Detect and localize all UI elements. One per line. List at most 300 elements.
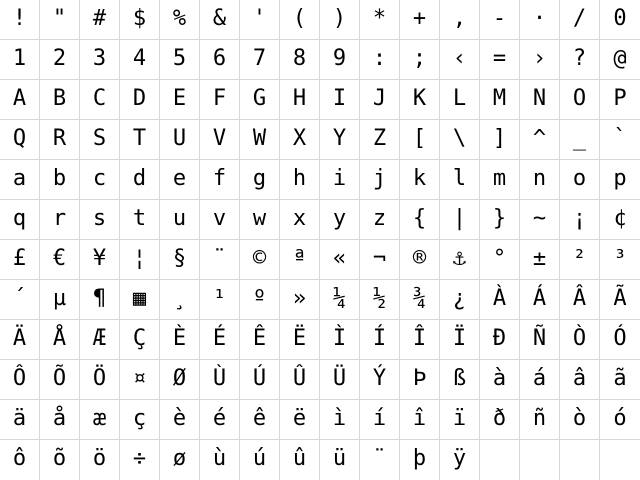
glyph-cell[interactable] — [520, 320, 560, 360]
glyph-cell[interactable] — [160, 0, 200, 40]
glyph-cell[interactable] — [200, 360, 240, 400]
glyph: ; — [412, 45, 427, 71]
glyph-cell[interactable] — [40, 0, 80, 40]
glyph-cell[interactable] — [40, 320, 80, 360]
glyph-cell[interactable] — [160, 280, 200, 320]
glyph: M — [492, 85, 507, 111]
glyph-cell[interactable] — [120, 360, 160, 400]
glyph-cell[interactable] — [400, 400, 440, 440]
glyph: u — [172, 205, 187, 231]
glyph-cell[interactable] — [40, 360, 80, 400]
glyph-cell[interactable] — [280, 240, 320, 280]
glyph: Ü — [332, 365, 347, 391]
glyph-cell[interactable] — [360, 240, 400, 280]
glyph-cell[interactable] — [560, 0, 600, 40]
glyph: h — [292, 165, 307, 191]
glyph-cell[interactable] — [440, 440, 480, 480]
glyph-cell[interactable] — [240, 440, 280, 480]
glyph: Ñ — [532, 325, 547, 351]
glyph-cell[interactable] — [400, 320, 440, 360]
glyph-cell[interactable] — [280, 200, 320, 240]
glyph-cell[interactable] — [480, 160, 520, 200]
glyph: Ô — [12, 365, 27, 391]
glyph: á — [532, 365, 547, 391]
glyph-cell[interactable] — [240, 320, 280, 360]
glyph-cell[interactable] — [360, 400, 400, 440]
glyph-cell[interactable] — [160, 160, 200, 200]
glyph-cell[interactable] — [120, 0, 160, 40]
glyph-cell[interactable] — [400, 0, 440, 40]
glyph-cell[interactable] — [480, 40, 520, 80]
glyph: â — [572, 365, 587, 391]
glyph-cell[interactable] — [320, 0, 360, 40]
glyph: E — [172, 85, 187, 111]
glyph: ¢ — [613, 205, 627, 231]
glyph-cell[interactable] — [280, 400, 320, 440]
glyph: # — [92, 5, 107, 31]
glyph: W — [252, 125, 267, 151]
glyph: $ — [132, 5, 147, 31]
glyph-cell[interactable] — [520, 160, 560, 200]
glyph: ± — [532, 245, 547, 271]
glyph: x — [292, 205, 307, 231]
glyph-cell[interactable] — [200, 320, 240, 360]
glyph-cell[interactable] — [480, 200, 520, 240]
glyph: K — [412, 85, 427, 111]
glyph: Q — [12, 125, 27, 151]
glyph-cell[interactable] — [440, 320, 480, 360]
glyph-cell[interactable] — [600, 120, 640, 160]
glyph-cell[interactable] — [560, 40, 600, 80]
glyph-cell[interactable] — [440, 280, 480, 320]
glyph: 6 — [212, 45, 227, 71]
glyph: ê — [252, 405, 267, 431]
glyph: z — [372, 205, 387, 231]
glyph-cell[interactable] — [440, 160, 480, 200]
glyph: ° — [492, 245, 507, 271]
glyph-cell[interactable] — [40, 40, 80, 80]
glyph-cell[interactable] — [120, 400, 160, 440]
glyph-cell[interactable] — [200, 440, 240, 480]
glyph: è — [172, 405, 187, 431]
glyph: - — [492, 5, 507, 31]
glyph-cell[interactable] — [200, 80, 240, 120]
glyph: p — [613, 165, 627, 191]
glyph-cell[interactable] — [240, 200, 280, 240]
glyph: º — [252, 285, 267, 311]
glyph-cell[interactable] — [520, 0, 560, 40]
glyph: k — [412, 165, 427, 191]
glyph: ü — [332, 446, 347, 471]
glyph-cell[interactable] — [320, 160, 360, 200]
glyph-cell[interactable] — [360, 0, 400, 40]
glyph: J — [372, 85, 387, 111]
glyph-cell[interactable] — [280, 280, 320, 320]
glyph-cell[interactable] — [120, 120, 160, 160]
glyph: X — [292, 125, 307, 151]
glyph: Ò — [572, 325, 587, 351]
glyph-cell[interactable] — [80, 360, 120, 400]
glyph-cell[interactable] — [120, 320, 160, 360]
glyph-cell[interactable] — [560, 200, 600, 240]
glyph-cell[interactable] — [560, 440, 600, 480]
glyph: å — [52, 405, 67, 431]
glyph: Î — [412, 325, 427, 351]
glyph: ô — [12, 446, 27, 471]
glyph: & — [212, 5, 227, 31]
glyph-cell[interactable] — [160, 440, 200, 480]
glyph-cell[interactable] — [360, 320, 400, 360]
glyph-cell[interactable] — [120, 440, 160, 480]
glyph-cell[interactable] — [600, 360, 640, 400]
glyph-cell[interactable] — [480, 0, 520, 40]
glyph-cell[interactable] — [320, 280, 360, 320]
glyph: e — [172, 165, 187, 191]
glyph: ½ — [372, 285, 387, 311]
glyph: ¿ — [452, 285, 467, 311]
glyph-cell[interactable] — [280, 320, 320, 360]
glyph-cell[interactable] — [80, 80, 120, 120]
glyph: m — [492, 165, 507, 191]
glyph-cell[interactable] — [200, 0, 240, 40]
glyph-cell[interactable] — [520, 200, 560, 240]
glyph-cell[interactable] — [520, 80, 560, 120]
glyph-cell[interactable] — [0, 440, 40, 480]
glyph-cell[interactable] — [80, 400, 120, 440]
glyph: " — [52, 5, 67, 31]
glyph-cell[interactable] — [0, 360, 40, 400]
glyph-cell[interactable] — [0, 280, 40, 320]
glyph-cell[interactable] — [360, 40, 400, 80]
glyph: ù — [212, 446, 227, 471]
glyph-cell[interactable] — [320, 440, 360, 480]
glyph-cell[interactable] — [560, 160, 600, 200]
glyph-cell[interactable] — [520, 280, 560, 320]
glyph-cell[interactable] — [40, 160, 80, 200]
glyph-cell[interactable] — [360, 80, 400, 120]
glyph-cell[interactable] — [400, 80, 440, 120]
glyph-cell[interactable] — [200, 400, 240, 440]
glyph-cell[interactable] — [80, 120, 120, 160]
glyph: õ — [52, 446, 67, 471]
glyph-cell[interactable] — [40, 120, 80, 160]
glyph-cell[interactable] — [200, 160, 240, 200]
glyph-cell[interactable] — [560, 360, 600, 400]
glyph: ï — [452, 405, 467, 431]
glyph-cell[interactable] — [0, 80, 40, 120]
glyph: ÿ — [452, 446, 467, 471]
glyph-cell[interactable] — [480, 400, 520, 440]
glyph-cell[interactable] — [280, 440, 320, 480]
glyph-cell[interactable] — [240, 240, 280, 280]
glyph-cell[interactable] — [160, 400, 200, 440]
glyph: 7 — [252, 45, 267, 71]
glyph-cell[interactable] — [600, 280, 640, 320]
glyph: ‹ — [452, 45, 467, 71]
glyph: ¼ — [332, 285, 347, 311]
glyph-cell[interactable] — [160, 200, 200, 240]
glyph-cell[interactable] — [480, 240, 520, 280]
glyph-cell[interactable] — [400, 240, 440, 280]
glyph-cell[interactable] — [200, 200, 240, 240]
glyph: ñ — [532, 405, 547, 431]
glyph: È — [172, 325, 187, 351]
glyph: î — [412, 405, 427, 431]
glyph-cell[interactable] — [80, 0, 120, 40]
glyph: µ — [52, 285, 67, 311]
glyph-cell[interactable] — [440, 120, 480, 160]
glyph: [ — [412, 125, 427, 151]
glyph-cell[interactable] — [280, 80, 320, 120]
glyph-cell[interactable] — [80, 40, 120, 80]
glyph-cell[interactable] — [600, 40, 640, 80]
glyph-cell[interactable] — [440, 360, 480, 400]
glyph: ¶ — [92, 285, 107, 311]
glyph-cell[interactable] — [400, 160, 440, 200]
glyph: ) — [332, 5, 347, 31]
glyph-cell[interactable] — [40, 440, 80, 480]
glyph-cell[interactable] — [400, 440, 440, 480]
glyph-cell[interactable] — [400, 40, 440, 80]
glyph-cell[interactable] — [360, 280, 400, 320]
glyph-cell[interactable] — [160, 120, 200, 160]
glyph-cell[interactable] — [320, 120, 360, 160]
glyph: Â — [572, 285, 587, 311]
glyph-cell[interactable] — [560, 280, 600, 320]
glyph-cell[interactable] — [360, 200, 400, 240]
glyph: d — [132, 165, 147, 191]
glyph: 2 — [52, 45, 67, 71]
glyph-cell[interactable] — [320, 360, 360, 400]
glyph: ß — [452, 365, 467, 391]
glyph: ó — [613, 405, 627, 431]
glyph: R — [52, 125, 67, 151]
glyph-cell[interactable] — [0, 120, 40, 160]
glyph-cell[interactable] — [240, 360, 280, 400]
glyph-cell[interactable] — [360, 120, 400, 160]
glyph: S — [92, 125, 107, 151]
glyph: ë — [292, 405, 307, 431]
glyph-cell[interactable] — [320, 400, 360, 440]
glyph-cell[interactable] — [600, 440, 640, 480]
glyph-cell[interactable] — [440, 200, 480, 240]
glyph: é — [212, 405, 227, 431]
glyph: « — [332, 245, 347, 271]
glyph: ^ — [532, 125, 547, 151]
glyph: * — [372, 5, 387, 31]
glyph-cell[interactable] — [520, 360, 560, 400]
glyph-cell[interactable] — [600, 320, 640, 360]
glyph: 0 — [613, 5, 627, 31]
glyph-cell[interactable] — [80, 240, 120, 280]
glyph-cell[interactable] — [520, 40, 560, 80]
glyph: ¨ — [372, 446, 387, 471]
glyph: 8 — [292, 45, 307, 71]
glyph-cell[interactable] — [480, 80, 520, 120]
glyph: C — [92, 85, 107, 111]
glyph: · — [532, 5, 547, 31]
glyph-cell[interactable] — [0, 400, 40, 440]
glyph-cell[interactable] — [120, 280, 160, 320]
glyph: O — [572, 85, 587, 111]
glyph-cell[interactable] — [40, 80, 80, 120]
glyph-cell[interactable] — [600, 80, 640, 120]
glyph: ö — [92, 446, 107, 471]
glyph-cell[interactable] — [600, 200, 640, 240]
glyph-cell[interactable] — [120, 240, 160, 280]
glyph-cell[interactable] — [280, 360, 320, 400]
glyph-cell[interactable] — [600, 240, 640, 280]
glyph: y — [332, 205, 347, 231]
glyph-cell[interactable] — [280, 120, 320, 160]
glyph-cell[interactable] — [120, 200, 160, 240]
glyph-cell[interactable] — [600, 0, 640, 40]
glyph: w — [252, 205, 267, 231]
glyph-cell[interactable] — [160, 240, 200, 280]
glyph: , — [452, 5, 467, 31]
glyph-cell[interactable] — [0, 320, 40, 360]
glyph-cell[interactable] — [480, 120, 520, 160]
glyph-cell[interactable] — [40, 200, 80, 240]
glyph-cell[interactable] — [200, 40, 240, 80]
glyph: ä — [12, 405, 27, 431]
glyph: Ù — [212, 365, 227, 391]
glyph-cell[interactable] — [600, 160, 640, 200]
glyph: + — [412, 5, 427, 31]
glyph: ² — [572, 245, 587, 271]
glyph-cell[interactable] — [440, 400, 480, 440]
glyph-cell[interactable] — [400, 200, 440, 240]
glyph: j — [372, 165, 387, 191]
glyph-cell[interactable] — [0, 0, 40, 40]
glyph: V — [212, 125, 227, 151]
glyph: ¥ — [92, 245, 107, 271]
glyph-cell[interactable] — [320, 40, 360, 80]
glyph: v — [212, 205, 227, 231]
glyph: Ø — [172, 365, 187, 391]
glyph: Ú — [252, 365, 267, 391]
glyph-cell[interactable] — [320, 200, 360, 240]
glyph-cell[interactable] — [240, 0, 280, 40]
glyph-cell[interactable] — [280, 40, 320, 80]
glyph: i — [332, 165, 347, 191]
glyph-cell[interactable] — [80, 160, 120, 200]
glyph-cell[interactable] — [400, 360, 440, 400]
glyph-cell[interactable] — [440, 80, 480, 120]
glyph-cell[interactable] — [40, 280, 80, 320]
glyph-cell[interactable] — [120, 160, 160, 200]
glyph-cell[interactable] — [280, 160, 320, 200]
glyph: H — [292, 85, 307, 111]
glyph-cell[interactable] — [240, 160, 280, 200]
glyph-cell[interactable] — [280, 0, 320, 40]
glyph-cell[interactable] — [240, 280, 280, 320]
glyph-cell[interactable] — [520, 240, 560, 280]
glyph: ø — [172, 446, 187, 471]
glyph-cell[interactable] — [440, 40, 480, 80]
glyph: Y — [332, 125, 347, 151]
glyph: Å — [52, 325, 67, 351]
glyph: 5 — [172, 45, 187, 71]
glyph: / — [572, 5, 587, 31]
glyph: t — [132, 205, 147, 231]
glyph-cell[interactable] — [120, 40, 160, 80]
glyph-cell[interactable] — [560, 120, 600, 160]
glyph-cell[interactable] — [360, 360, 400, 400]
glyph: þ — [412, 446, 427, 471]
glyph: 1 — [12, 45, 27, 71]
glyph-cell[interactable] — [0, 160, 40, 200]
glyph-cell[interactable] — [0, 240, 40, 280]
glyph-cell[interactable] — [120, 80, 160, 120]
glyph-cell[interactable] — [360, 440, 400, 480]
glyph-cell[interactable] — [160, 80, 200, 120]
glyph-cell[interactable] — [480, 320, 520, 360]
glyph-cell[interactable] — [480, 280, 520, 320]
glyph-cell[interactable] — [200, 120, 240, 160]
glyph: © — [252, 245, 267, 271]
glyph-cell[interactable] — [480, 360, 520, 400]
glyph: § — [172, 245, 187, 271]
glyph-cell[interactable] — [240, 400, 280, 440]
glyph: b — [52, 165, 67, 191]
glyph-cell[interactable] — [360, 160, 400, 200]
glyph-cell[interactable] — [400, 280, 440, 320]
glyph-cell[interactable] — [400, 120, 440, 160]
glyph-cell[interactable] — [520, 440, 560, 480]
glyph: ! — [12, 5, 27, 31]
glyph-cell[interactable] — [560, 320, 600, 360]
glyph-cell[interactable] — [320, 240, 360, 280]
glyph-cell[interactable] — [80, 280, 120, 320]
glyph-cell[interactable] — [240, 120, 280, 160]
glyph-cell[interactable] — [80, 200, 120, 240]
glyph-cell[interactable] — [160, 320, 200, 360]
glyph-cell[interactable] — [40, 400, 80, 440]
glyph-cell[interactable] — [600, 400, 640, 440]
glyph: q — [12, 205, 27, 231]
glyph: r — [52, 205, 67, 231]
glyph-cell[interactable] — [200, 240, 240, 280]
glyph-cell[interactable] — [320, 320, 360, 360]
glyph-cell[interactable] — [320, 80, 360, 120]
glyph: @ — [613, 45, 627, 71]
glyph-cell[interactable] — [440, 240, 480, 280]
glyph: s — [92, 205, 107, 231]
glyph-cell[interactable] — [160, 40, 200, 80]
glyph-cell[interactable] — [0, 40, 40, 80]
glyph-cell[interactable] — [240, 40, 280, 80]
glyph-cell[interactable] — [520, 400, 560, 440]
glyph: ò — [572, 405, 587, 431]
glyph-cell[interactable] — [240, 80, 280, 120]
glyph-cell[interactable] — [80, 320, 120, 360]
glyph-cell[interactable] — [200, 280, 240, 320]
glyph: = — [492, 45, 507, 71]
glyph-cell[interactable] — [480, 440, 520, 480]
glyph-cell[interactable] — [80, 440, 120, 480]
glyph-cell[interactable] — [0, 200, 40, 240]
glyph-cell[interactable] — [160, 360, 200, 400]
glyph-cell[interactable] — [40, 240, 80, 280]
glyph: û — [292, 446, 307, 471]
glyph-cell[interactable] — [560, 240, 600, 280]
glyph-cell[interactable] — [560, 400, 600, 440]
glyph-cell[interactable] — [560, 80, 600, 120]
glyph-cell[interactable] — [440, 0, 480, 40]
glyph-cell[interactable] — [520, 120, 560, 160]
glyph: n — [532, 165, 547, 191]
